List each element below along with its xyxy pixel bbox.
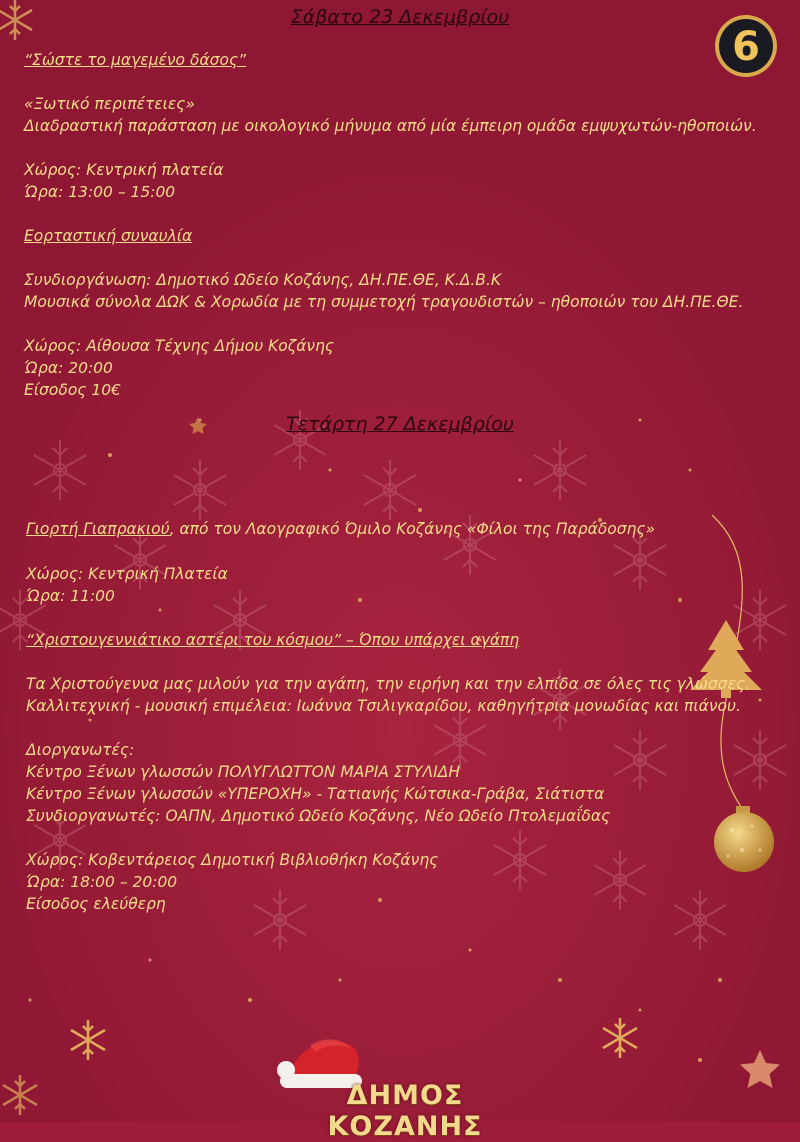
page-number: 6: [732, 24, 760, 70]
event-title: Εορταστική συναυλία: [24, 227, 193, 245]
day2-heading: Τετάρτη 27 Δεκεμβρίου: [286, 413, 514, 435]
organizer: Κέντρο Ξένων γλωσσών ΠΟΛΥΓΛΩΤΤΟΝ ΜΑΡΙΑ ΣΤΥΛΙΔΗ: [26, 763, 460, 781]
event-title-rest: , από τον Λαογραφικό Όμιλο Κοζάνης «Φίλοι της Παράδοσης»: [169, 520, 656, 538]
event-description: Τα Χριστούγεννα μας μιλούν για την αγάπη, την ειρήνη και την ελπίδα σε όλες τις γλώσσες.: [26, 675, 750, 693]
event-subtitle: «Ξωτικό περιπέτειες»: [24, 95, 195, 113]
day1-heading: Σάβατο 23 Δεκεμβρίου: [290, 6, 510, 28]
event-venue: Χώρος: Κεντρική πλατεία: [24, 161, 224, 179]
event-venue: Χώρος: Κεντρική Πλατεία: [26, 565, 228, 583]
co-organizers: Συνδιοργανωτές: ΟΑΠΝ, Δημοτικό Ωδείο Κοζάνης, Νέο Ωδείο Πτολεμαΐδας: [26, 807, 611, 825]
organizers-label: Διοργανωτές:: [26, 741, 135, 759]
event-time: Ώρα: 20:00: [24, 359, 113, 377]
event-description: Μουσικά σύνολα ΔΩΚ & Χορωδία με τη συμμετοχή τραγουδιστών – ηθοποιών του ΔΗ.ΠΕ.ΘΕ.: [24, 293, 744, 311]
event-entry: Είσοδος 10€: [24, 381, 121, 399]
event-time: Ώρα: 13:00 – 15:00: [24, 183, 176, 201]
event-description: Διαδραστική παράσταση με οικολογικό μήνυμα από μία έμπειρη ομάδα εμψυχωτών-ηθοποιών.: [24, 117, 757, 135]
event-organizer: Συνδιοργάνωση: Δημοτικό Ωδείο Κοζάνης, ΔΗ.ΠΕ.ΘΕ, Κ.Δ.Β.Κ: [24, 271, 502, 289]
organizer: Κέντρο Ξένων γλωσσών «ΥΠΕΡΟΧΗ» - Τατιανής Κώτσικα-Γράβα, Σιάτιστα: [26, 785, 605, 803]
event-title: “Χριστουγεννιάτικο αστέρι του κόσμου” – Όπου υπάρχει αγάπη: [26, 631, 520, 649]
event-description: Καλλιτεχνική - μουσική επιμέλεια: Ιωάννα Τσιλιγκαρίδου, καθηγήτρια μονωδίας και πιάνου.: [26, 697, 741, 715]
event-entry: Είσοδος ελεύθερη: [26, 895, 166, 913]
event-title: “Σώστε το μαγεμένο δάσος”: [24, 51, 247, 69]
event-time: Ώρα: 18:00 – 20:00: [26, 873, 178, 891]
event-title-link[interactable]: Γιορτή Γιαπρακιού: [26, 520, 170, 538]
municipality-logo: [270, 1030, 540, 1142]
logo-text: ΔΗΜΟΣ ΚΟΖΑΝΗΣ: [327, 1080, 483, 1142]
event-venue: Χώρος: Αίθουσα Τέχνης Δήμου Κοζάνης: [24, 337, 334, 355]
event-time: Ώρα: 11:00: [26, 587, 115, 605]
event-venue: Χώρος: Κοβεντάρειος Δημοτική Βιβλιοθήκη Κοζάνης: [26, 851, 439, 869]
event-title: [26, 519, 655, 539]
